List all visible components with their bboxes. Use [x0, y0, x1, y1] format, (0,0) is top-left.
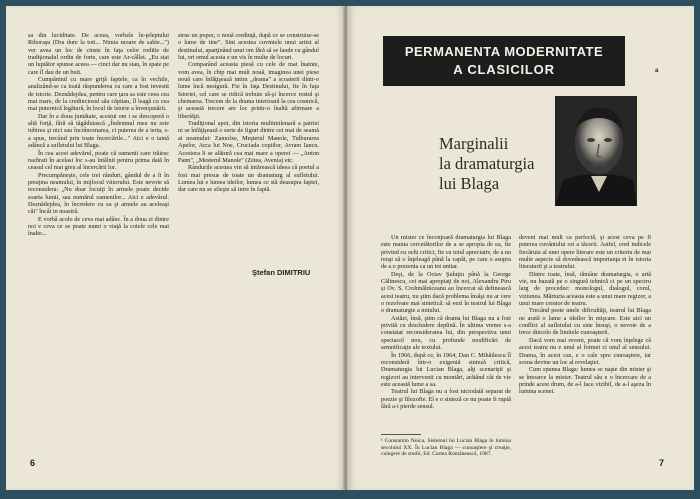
- banner-line-2: A CLASICILOR: [453, 62, 555, 77]
- banner-line-1: PERMANENTA MODERNITATE: [404, 44, 604, 59]
- paragraph: În 1966, după ce, în 1964, Dan C. Mihăilescu îl reconsideră într-o exigentă sinteză critică, Dramaturgia lui Lucian Blaga, alţi scenarişti şi regizori au intervenit cu montări, arătând cât de vie este această lume a sa.: [381, 351, 511, 388]
- paragraph: sa din luciditate. De aceea, vorbele în-ţeleptului Riboraşu (Dra dure la toti... Nimia moare de sabie...") ver avea un loc de cinste în faţa celor roditie de tradiţionalul ordin de forte, care este Ar-câllet. „Eu stai un luptător spunse aceea — cinci dar nu stau, în spate pe care îl dau de un buit.: [28, 32, 169, 76]
- paragraph: Deşi, de la Octav Şuluţiu până la George Călinescu, cei mai apropiaţi de noi, Alexandru Piru şi Ov. S. Crohmălniceanu au încercat să definească acest teatru, nu ştim dacă problema însăşi nu ar cere o rezolvare mai sintetică: să vezi în teatrul lui Blaga o dramaturgie a mitului.: [381, 270, 511, 315]
- left-column-2: [178, 32, 319, 267]
- paragraph: Precumpăneşte, cele trei rânduri, gândul de a fi în preajma neamului, în mijlocul viitorului. Este nevoie să reconsidera: „Nu doar locuiţi în armele poate decide soarta lumii, sau numărul oamenilor... Aici e adevărul. Deznădejdea, în încredere cu ea şi armele au aceleaşi căi" încât in noastră.: [28, 171, 169, 216]
- paragraph: Dacă vom mai reveni, poate că vom înţelege că acest teatru nu e unul al formei ci unul al sensului. Drama, în acest caz, e o cale spre cunoaştere, iar scena devine un loc al revelaţiei.: [519, 336, 651, 366]
- page-number: 6: [30, 458, 36, 468]
- author-portrait-photo: [555, 96, 637, 206]
- author-signature: Ştefan DIMITRIU: [252, 268, 311, 277]
- paragraph: Teatrul lui Blaga nu a fost niciodată separat de poezie şi filozofie. El e o sinteză ce nu poate fi ruptă fără a-i pierde sensul.: [381, 388, 511, 410]
- paragraph: E vorbă acolo de ceva mai adânc. În a doua zi dintre noi e ceva ce se poate numi o viaţă la cotele cele mai înalte...: [28, 215, 169, 238]
- article-title-line-2: la dramaturgia: [439, 154, 535, 173]
- left-page: [6, 6, 345, 490]
- paragraph: Astăzi, însă, ştim că drama lui Blaga nu a fost privită cu deschidere deplină. În ultima vreme s-a constatat reconsiderarea lui, din perspectiva unui spectacol nou, cu profunde modificări de semnificaţie ale textului.: [381, 314, 511, 352]
- right-page: [347, 6, 694, 490]
- footnote-rule: [381, 434, 421, 435]
- paragraph: Cumpănind cu mare grijă faptele, ca în vechile, analizând-se ca toată răspunderea cu care a fost investit de istorie. Deznădejdea, pentru care ţara sa este ceea cea mai mare, de la credinciosul său căpitan, îl leagă cu cea mai puternică legătură, în locul de istorie a înverşunării.: [28, 76, 169, 113]
- paragraph: Un mister ce înconjoară dramaturgia lui Blaga este mania cercetătorilor de a se apropia de ea, fie privind cu ochi critici, fie cu totul apreciativ, de a nu reuşi să o înţeleagă până la capăt, pe care o asupra de a o prezenta ca un tot unitar.: [381, 234, 511, 271]
- right-column-1: [381, 234, 511, 434]
- corner-mark: a: [655, 68, 659, 74]
- paragraph: Rândurile acestea vin să intărească ideea că poetul a fost mai presus de toate un dramaturg al sufletului. Lumea lui e lumea ideilor, lumea ce stă deasupra faptei, dar care nu se sfieşte să intre în faptă.: [178, 164, 319, 194]
- article-title-line-1: Marginalii: [439, 134, 509, 153]
- left-column-1: [28, 32, 169, 464]
- paragraph: Dintre toate, însă, rămâne dramaturgia, o artă vie, nu bazată pe o singură tehnică ci pe un spectru larg de procedee: monologul, dialogul, corul, viziunea. Mărturia aceasta este a unui mare regizor, a unui mare creator de teatru.: [519, 270, 651, 308]
- right-column-2: [519, 234, 651, 470]
- paragraph: strus un popor, o nouă credinţă, după ce se construise-se o lume de tine". Sint acestea cuvintele unui artist al destinului, aparţinând unui om fără să se laude cu gândul lui, ori omul acesta e un vis în multe de locuri.: [178, 32, 319, 62]
- paragraph: Dar în a doua jumătate, acestui om i se descoperă o altă forţă, fără să tăgăduiască „Îndemnul meu nu este iubirea şi nici sau încrâncenarea, ci puterea de a ierta, s-a spus, trecând prin toate încercările..." Aici e o taină adâncă a sufletului lui Blaga.: [28, 112, 169, 150]
- paragraph: Cum spunea Blaga: lumea se naşte din mister şi se întoarce la mister. Teatrul său e o încercare de a prinde acest drum, de a-l face vizibil, de a-l aşeza în lumina scenei.: [519, 366, 651, 396]
- paragraph: Trecând peste unele dificultăţi, teatrul lui Blaga ne arată o lume a ideilor în mişcare. Este aici un conflict al sufletului cu sine însuşi, o nevoie de a trece dincolo de limitele cunoaşterii.: [519, 307, 651, 337]
- paragraph: deveni mai mult ca perfectă, şi acest ceva pe fi puterea cuvântului ori a tăcerii. Astfel, cred indicele fiecăruia al unei opere literare este un criteriu de mai multe aspecte să dovedească importanţa ei în istoria literaturii şi a teatrului.: [519, 234, 651, 271]
- paragraph: Tradiţional apoi, din istoria multimilenară a patriei ni se înfăţişează o serie de figuri dintre cei mai de seamă ai neamului: Zamolxe, Meşterul Manole, Tulburarea Apelor, Arca lui Noe, Cruciada copiilor, Avram Iancu. Acestora li se alătură cea mai mare a operei — „Anton Pann", „Mesterul Manole" (Zetea, Avenia) etc.: [178, 120, 319, 164]
- footnote: ¹ Constantin Noica, Sistemul lui Lucian Blaga în lumina secolului XX. În Lucian Blaga — cunoaştere şi creaţie, culegere de studii, Ed. Cartea Românească, 1987.: [381, 438, 511, 458]
- page-number: 7: [659, 458, 665, 468]
- paragraph: Comparând aceasta piesă cu cele de mai înainte, vom avea, în chip mai mult nouă, imaginea unei piese nouă care înfăţişează intim „drama" a scoaterii dintr-o lume încă nesigură. Fie în faţa Destinului, fie în faţa Istoriei, cel care se ridică trebuie să-şi încerce rostul şi chemarea. Trecem de la drama interioară la cea cosmică, şi această trecere are loc printr-o înaltă afirmare a libertăţii.: [178, 61, 319, 120]
- paragraph: În cea acest adevărul, poate că oamenii care trăiesc rasfirati în acelasi loc s-au întâlnit pentru prima dată în ceasul cel mai greu al încercării lor.: [28, 149, 169, 172]
- portrait-image: [555, 96, 637, 206]
- section-banner: [383, 36, 625, 86]
- article-title-line-3: lui Blaga: [439, 174, 500, 193]
